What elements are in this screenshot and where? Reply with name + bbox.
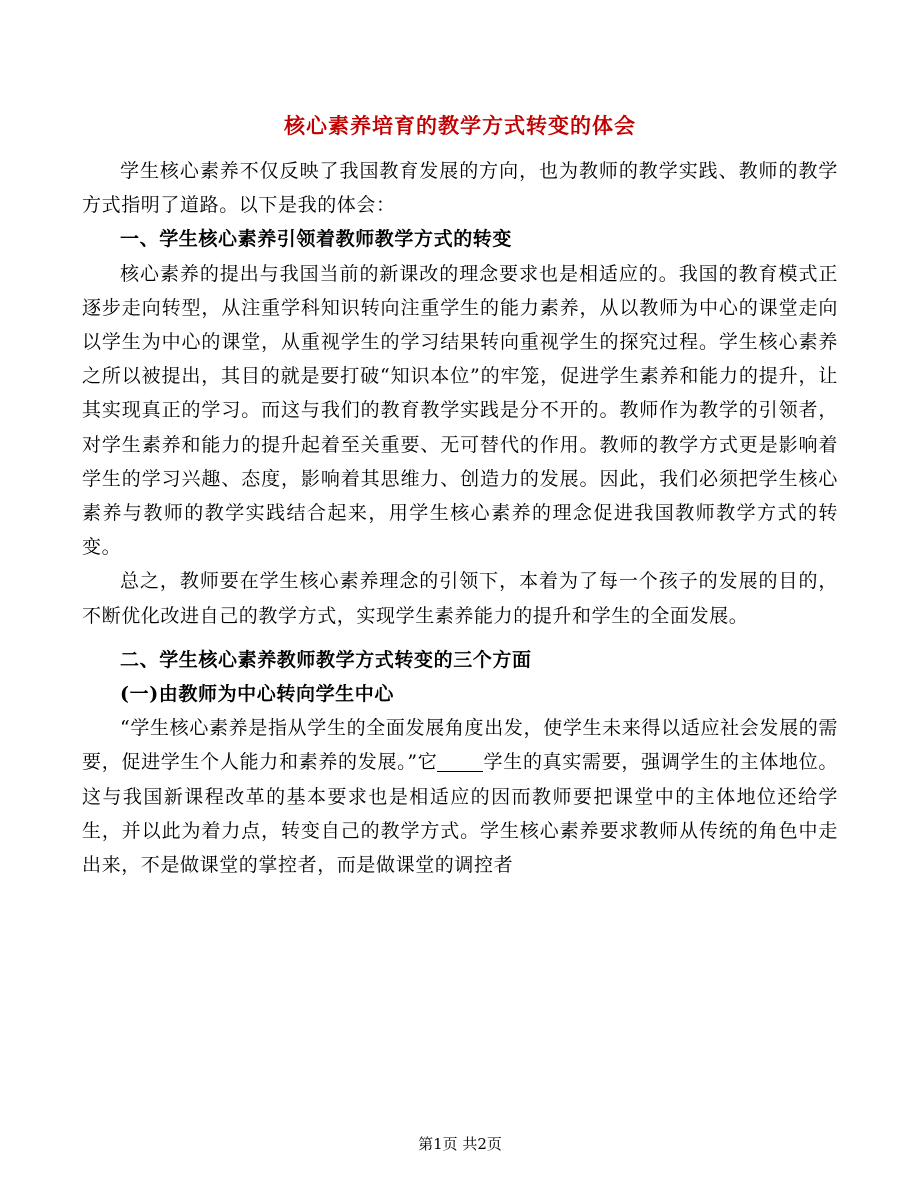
subsection-1-heading: (一)由教师为中心转向学生中心: [120, 683, 394, 706]
section-1-paragraph-2: 总之，教师要在学生核心素养理念的引领下，本着为了每一个孩子的发展的目的，不断优化改进自己的教学方式，实现学生素养能力的提升和学生的全面发展。: [82, 570, 838, 627]
document-title: 核心素养培育的教学方式转变的体会: [284, 113, 636, 138]
section-2-heading: 二、学生核心素养教师教学方式转变的三个方面: [120, 648, 532, 671]
document-body: [82, 154, 838, 882]
section-1-heading: 一、学生核心素养引领着教师教学方式的转变: [120, 228, 513, 251]
subsection-1-text-after-blank: 学生的真实需要，强调学生的主体地位。这与我国新课程改革的基本要求也是相适应的因而教师要把课堂中的主体地位还给学生，并以此为着力点，转变自己的教学方式。学生核心素养要求教师从传统的角色中走出来，不是做课堂的掌控者，而是做课堂的调控者: [82, 751, 838, 877]
subsection-1-paragraph: [82, 711, 838, 882]
intro-paragraph: 学生核心素养不仅反映了我国教育发展的方向，也为教师的教学实践、教师的教学方式指明了道路。以下是我的体会：: [82, 160, 838, 217]
fill-in-blank-line: [437, 771, 483, 772]
section-1-paragraph-1: 核心素养的提出与我国当前的新课改的理念要求也是相适应的。我国的教育模式正逐步走向转型，从注重学科知识转向注重学生的能力素养，从以教师为中心的课堂走向以学生为中心的课堂，从重视学生的学习结果转向重视学生的探究过程。学生核心素养之所以被提出，其目的就是要打破“知识本位”的牢笼，促进学生素养和能力的提升，让其实现真正的学习。而这与我们的教育教学实践是分不开的。教师作为教学的引领者，对学生素养和能力的提升起着至关重要、无可替代的作用。教师的教学方式更是影响着学生的学习兴趣、态度，影响着其思维力、创造力的发展。因此，我们必须把学生核心素养与教师的教学实践结合起来，用学生核心素养的理念促进我国教师教学方式的转变。: [82, 262, 838, 559]
subsection-1-text-before-blank: “学生核心素养是指从学生的全面发展角度出发，使学生未来得以适应社会发展的需要，促进学生个人能力和素养的发展。”它: [82, 717, 838, 774]
page-number-footer: 第1页 共2页: [418, 1135, 502, 1153]
